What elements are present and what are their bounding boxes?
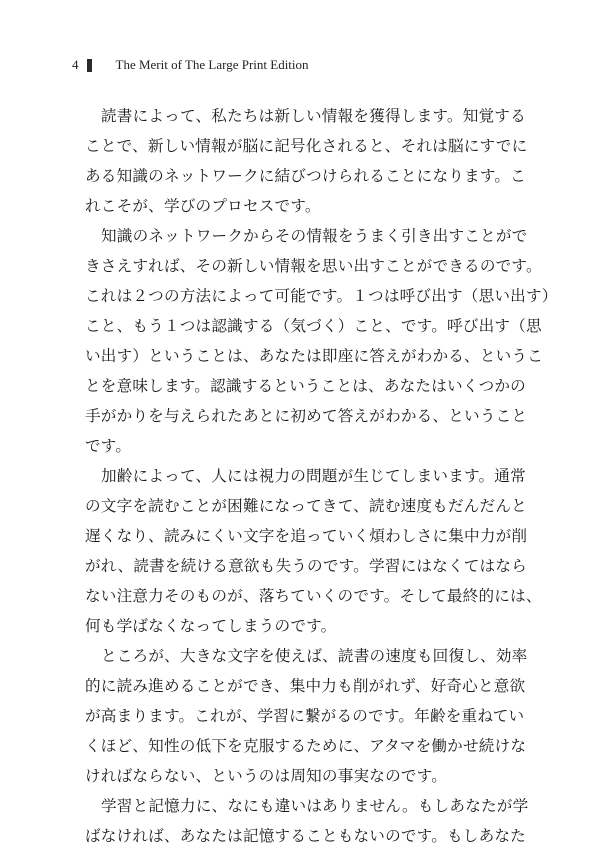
- text-line: がれ、読書を続ける意欲も失うのです。学習にはなくてはなら: [85, 557, 527, 575]
- text-line: 手がかりを与えられたあとに初めて答えがわかる、ということ: [85, 407, 528, 425]
- paragraph-1: [85, 101, 528, 221]
- header-bar-mark: [87, 59, 92, 72]
- text-line: きさえすれば、その新しい情報を思い出すことができるのです。: [85, 257, 542, 275]
- body-text: [85, 101, 558, 851]
- paragraph-3: [85, 461, 542, 641]
- running-title: The Merit of The Large Print Edition: [115, 57, 309, 72]
- text-line: 遅くなり、読みにくい文字を追っていく煩わしさに集中力が削: [85, 527, 528, 545]
- text-line: の文字を読むことが困難になってきて、読む速度もだんだんと: [85, 497, 527, 515]
- text-line: が高まります。これが、学習に繋がるのです。年齢を重ねてい: [85, 707, 525, 725]
- text-line: ければならない、というのは周知の事実なのです。: [85, 767, 448, 785]
- text-line: 的に読み進めることができ、集中力も削がれず、好奇心と意欲: [85, 677, 526, 695]
- text-line: ばなければ、あなたは記憶することもないのです。もしあなた: [85, 827, 526, 845]
- text-line: れこそが、学びのプロセスです。: [85, 197, 321, 215]
- running-header: [72, 57, 309, 73]
- page-number: 4: [72, 57, 79, 72]
- text-line: です。: [85, 437, 132, 455]
- text-line: ない注意力そのものが、落ちていくのです。そして最終的には、: [85, 587, 542, 605]
- text-line: とを意味します。認識するということは、あなたはいくつかの: [85, 377, 526, 395]
- paragraph-2: [85, 221, 558, 461]
- text-line: 読書によって、私たちは新しい情報を獲得します。知覚する: [101, 107, 526, 125]
- text-line: い出す）ということは、あなたは即座に答えがわかる、というこ: [85, 347, 544, 365]
- text-line: これは２つの方法によって可能です。１つは呼び出す（思い出す）: [85, 287, 558, 305]
- text-line: こと、もう１つは認識する（気づく）こと、です。呼び出す（思: [85, 317, 542, 335]
- text-line: 何も学ばなくなってしまうのです。: [85, 617, 337, 635]
- text-line: 加齢によって、人には視力の問題が生じてしまいます。通常: [101, 467, 526, 485]
- text-line: ところが、大きな文字を使えば、読書の速度も回復し、効率: [101, 647, 528, 665]
- text-line: 知識のネットワークからその情報をうまく引き出すことがで: [101, 227, 528, 245]
- text-line: ある知識のネットワークに結びつけられることになります。こ: [85, 167, 526, 185]
- paragraph-4: [85, 641, 528, 791]
- text-line: くほど、知性の低下を克服するために、アタマを働かせ続けな: [85, 737, 527, 755]
- text-line: ことで、新しい情報が脳に記号化されると、それは脳にすでに: [85, 137, 528, 155]
- text-line: 学習と記憶力に、なにも違いはありません。もしあなたが学: [101, 797, 529, 815]
- paragraph-5: [85, 791, 529, 851]
